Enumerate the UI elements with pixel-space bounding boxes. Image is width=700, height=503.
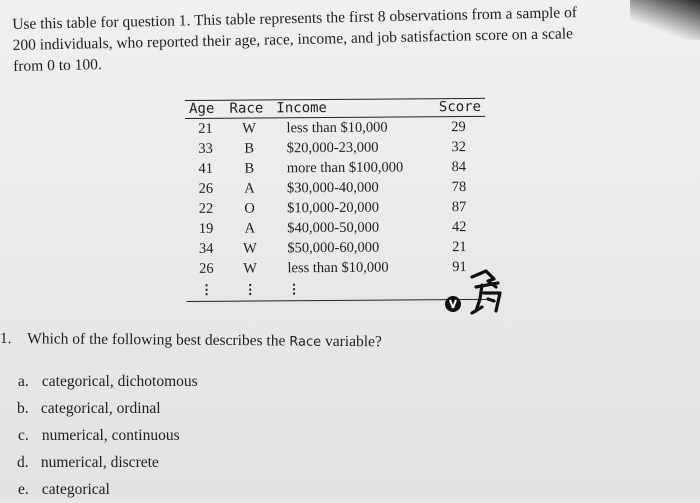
choice-text: categorical, dichotomous	[41, 373, 198, 390]
question-variable: Race	[289, 334, 322, 350]
cell-score: 87	[451, 198, 467, 215]
cell-race: W	[243, 260, 257, 277]
header-race: Race	[225, 100, 272, 118]
header-score: Score	[432, 98, 485, 116]
cell-age: 33	[198, 140, 213, 157]
cell-income: $20,000-23,000	[286, 139, 379, 156]
choice-c[interactable]	[18, 422, 198, 449]
choice-letter: c.	[18, 427, 29, 444]
cell-age: 19	[198, 220, 214, 237]
cell-income: $30,000-40,000	[286, 179, 379, 196]
question-text-before: Which of the following best describes the	[27, 330, 286, 350]
table-row	[185, 157, 485, 179]
table-row	[186, 197, 486, 219]
choice-a[interactable]	[18, 368, 198, 395]
header-income: Income	[272, 99, 431, 118]
cell-age: 21	[198, 120, 213, 137]
cell-score: 91	[452, 258, 467, 275]
intro-line-3: from 0 to 100.	[12, 56, 102, 75]
watermark-logo-icon	[442, 267, 514, 317]
intro-paragraph	[12, 0, 683, 77]
cell-score: 21	[452, 238, 467, 255]
choice-text: categorical, ordinal	[40, 400, 161, 417]
table-row	[186, 217, 486, 239]
cell-income: less than $10,000	[287, 259, 389, 276]
cell-income: less than $10,000	[286, 119, 388, 136]
choice-text: numerical, discrete	[40, 454, 159, 471]
cell-age: 26	[198, 180, 214, 197]
intro-line-1: Use this table for question 1. This table represents the first 8 observations from a sample of	[12, 4, 578, 33]
cell-score: 42	[451, 218, 467, 235]
cell-race: A	[244, 220, 256, 237]
choice-d[interactable]	[17, 449, 198, 476]
question-1	[0, 330, 382, 351]
ellipsis-income: ⋮	[274, 277, 433, 301]
ellipsis-age: ⋮	[186, 279, 227, 302]
cell-race: B	[244, 140, 255, 157]
ellipsis-race: ⋮	[227, 278, 274, 301]
question-number: 1.	[0, 330, 12, 348]
choice-text: numerical, continuous	[41, 427, 180, 444]
answer-choices	[18, 368, 198, 503]
question-text-after: variable?	[324, 332, 382, 351]
cell-race: B	[244, 160, 255, 177]
intro-line-2: 200 individuals, who reported their age, race, income, and job satisfaction score on a scale	[12, 25, 574, 54]
cell-income: $50,000-60,000	[287, 239, 380, 256]
cell-score: 78	[451, 178, 467, 195]
choice-text: categorical	[41, 481, 110, 498]
cell-race: W	[242, 120, 256, 137]
choice-letter: e.	[18, 481, 29, 498]
cell-score: 32	[451, 138, 466, 155]
header-age: Age	[185, 100, 226, 118]
cell-score: 29	[451, 118, 466, 135]
cell-age: 34	[198, 240, 214, 257]
choice-b[interactable]	[17, 395, 198, 422]
cell-income: $10,000-20,000	[287, 199, 379, 216]
cell-age: 22	[198, 200, 214, 217]
choice-letter: d.	[17, 454, 29, 471]
cell-age: 26	[199, 260, 214, 277]
choice-letter: a.	[18, 373, 29, 390]
table-row	[186, 237, 486, 259]
cell-income: more than $100,000	[286, 158, 404, 176]
table-row	[186, 177, 486, 199]
choice-letter: b.	[17, 400, 29, 417]
cell-income: $40,000-50,000	[287, 219, 380, 236]
table-row	[185, 116, 485, 139]
table-header-row	[185, 98, 485, 118]
cell-race: O	[244, 200, 255, 217]
cell-race: A	[244, 180, 255, 197]
cell-race: W	[243, 240, 257, 257]
table-row	[185, 137, 485, 159]
cell-score: 84	[451, 158, 467, 175]
cell-age: 41	[198, 160, 214, 177]
